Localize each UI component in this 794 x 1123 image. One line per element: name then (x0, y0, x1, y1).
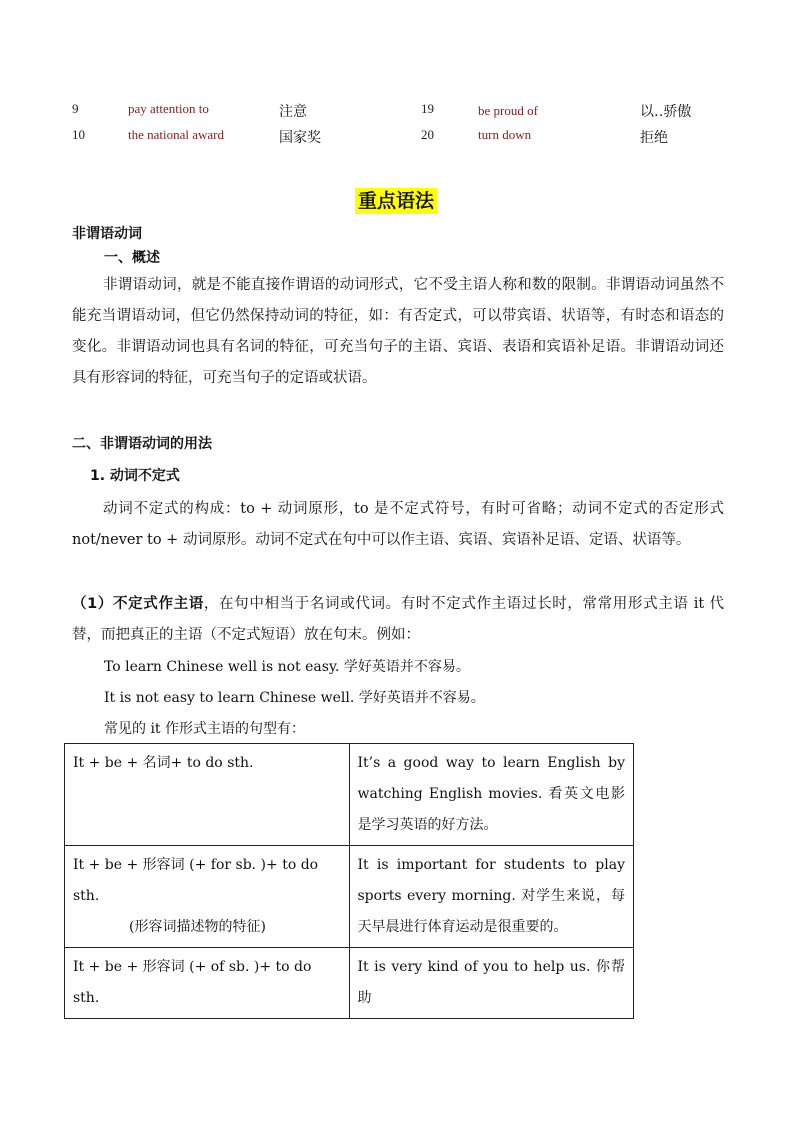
vocab-english: pay attention to (128, 101, 209, 116)
section-heading: 非谓语动词 (72, 226, 142, 242)
vocab-row (0, 101, 794, 123)
infinitive-paragraph: 动词不定式的构成：to + 动词原形，to 是不定式符号，有时可省略；动词不定式的否定形式 not/never to + 动词原形。动词不定式在句中可以作主语、宾语、宾语补足语、定语、状语等。 (72, 501, 724, 548)
vocab-number: 9 (72, 101, 79, 116)
example-cell: It is important for students to play sports every morning. 对学生来说，每天早晨进行体育运动是很重要的。 (349, 846, 634, 948)
overview-paragraph: 非谓语动词，就是不能直接作谓语的动词形式，它不受主语人称和数的限制。非谓语动词虽然不能充当谓语动词，但它仍然保持动词的特征，如：有否定式，可以带宾语、状语等，有时态和语态的变化。非谓语动词也具有名词的特征，可充当句子的主语、宾语、表语和宾语补足语。非谓语动词还具有形容词的特征，可充当句子的定语或状语。 (72, 277, 724, 386)
subject-paragraph (72, 589, 724, 651)
example-cell: It is very kind of you to help us. 你帮助 (349, 948, 634, 1019)
table-row (65, 744, 634, 846)
vocab-chinese: 拒绝 (640, 130, 668, 146)
vocab-row (0, 127, 794, 149)
pattern-table (64, 743, 634, 1019)
table-row (65, 948, 634, 1019)
example-sentence: It is not easy to learn Chinese well. 学好英语并不容易。 (104, 690, 485, 706)
pattern-note: (形容词描述物的特征) (129, 919, 266, 935)
vocab-english: turn down (478, 127, 532, 142)
pattern-text: It + be + 形容词 (+ of sb. )+ to do sth. (73, 959, 312, 1006)
vocab-number: 20 (421, 127, 434, 142)
vocab-number: 10 (72, 127, 85, 142)
vocab-chinese: 国家奖 (279, 130, 321, 146)
usage-heading: 二、非谓语动词的用法 (72, 436, 212, 452)
pattern-intro: 常见的 it 作形式主语的句型有： (104, 721, 306, 737)
vocab-english: the national award (128, 127, 225, 142)
pattern-cell (65, 948, 350, 1019)
pattern-text: It + be + 形容词 (+ for sb. )+ to do sth. (73, 857, 319, 904)
pattern-text: It + be + 名词+ to do sth. (73, 755, 254, 771)
pattern-cell (65, 846, 350, 948)
vocab-chinese: 以‥骄傲 (640, 104, 692, 120)
pattern-cell (65, 744, 350, 846)
overview-heading: 一、概述 (104, 250, 160, 266)
vocab-english: be proud of (478, 103, 538, 118)
vocab-chinese: 注意 (279, 104, 307, 120)
grammar-title: 重点语法 (355, 188, 437, 214)
subject-label: （1）不定式作主语 (72, 596, 204, 612)
example-sentence: To learn Chinese well is not easy. 学好英语并不容易。 (104, 659, 470, 675)
subject-text: ，在句中相当于名词或代词。有时不定式作主语过长时，常常用形式主语 it 代替，而把真正的主语（不定式短语）放在句末。例如： (72, 596, 724, 643)
infinitive-heading: 1. 动词不定式 (90, 468, 180, 484)
table-row (65, 846, 634, 948)
vocab-number: 19 (421, 101, 434, 116)
example-cell: It’s a good way to learn English by watching English movies. 看英文电影是学习英语的好方法。 (349, 744, 634, 846)
